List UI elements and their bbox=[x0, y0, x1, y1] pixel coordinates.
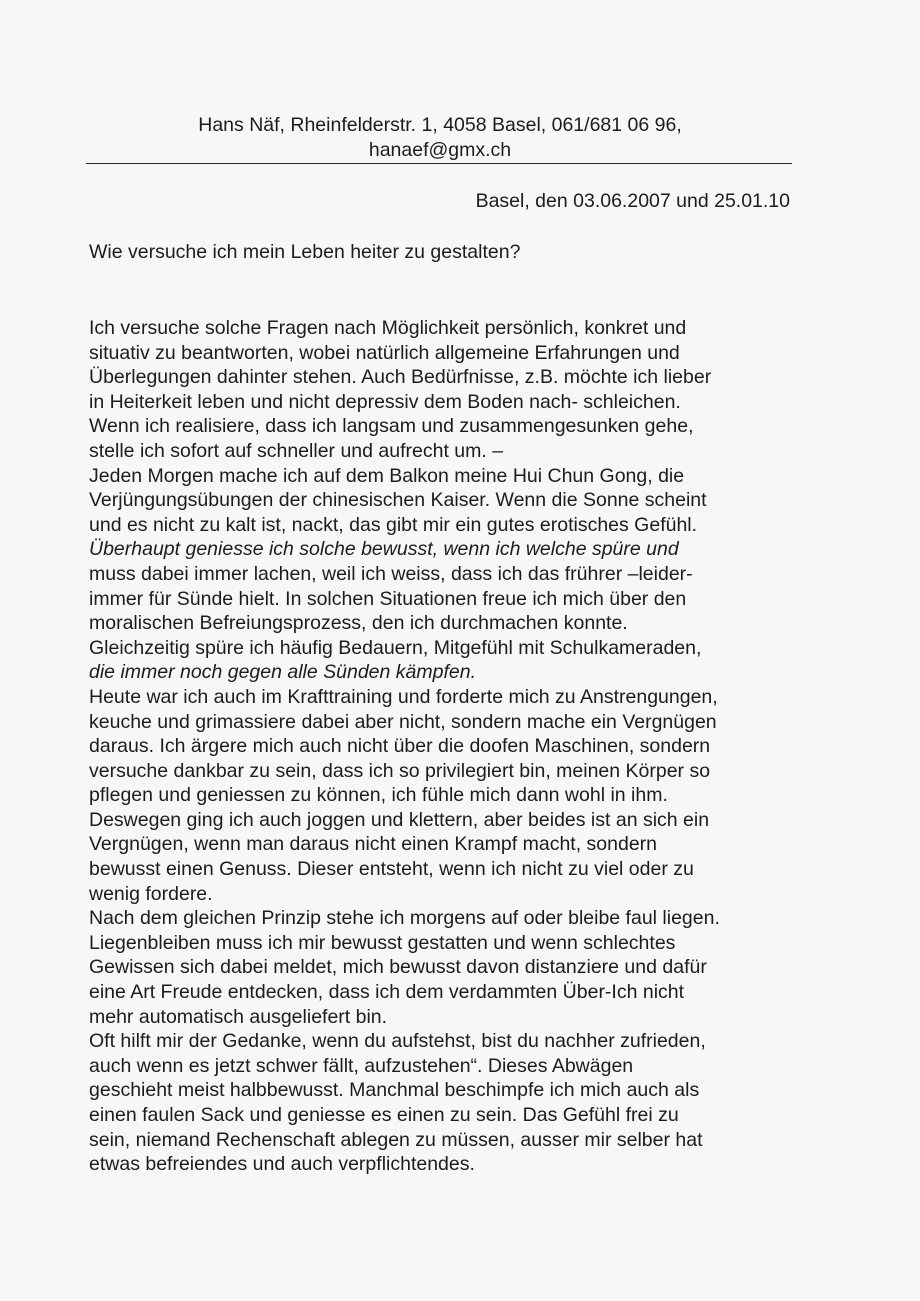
letterhead-address: Hans Näf, Rheinfelderstr. 1, 4058 Basel, 061/681 06 96, bbox=[198, 114, 682, 136]
text-line: Wenn ich realisiere, dass ich langsam und zusammengesunken gehe, bbox=[89, 415, 694, 438]
text-line: versuche dankbar zu sein, dass ich so privilegiert bin, meinen Körper so bbox=[89, 759, 711, 782]
text-line: muss dabei immer lachen, weil ich weiss, dass ich das frührer –leider- bbox=[89, 562, 693, 585]
text-line: auch wenn es jetzt schwer fällt, aufzustehen“. Dieses Abwägen bbox=[89, 1054, 634, 1077]
letterhead bbox=[88, 113, 792, 163]
text-line: Überlegungen dahinter stehen. Auch Bedürfnisse, z.B. möchte ich lieber bbox=[89, 366, 712, 389]
text-line: Vergnügen, wenn man daraus nicht einen Krampf macht, sondern bbox=[89, 833, 658, 856]
text-line: in Heiterkeit leben und nicht depressiv dem Boden nach- schleichen. bbox=[89, 390, 681, 413]
text-line: situativ zu beantworten, wobei natürlich allgemeine Erfahrungen und bbox=[89, 341, 680, 364]
text-line: Gewissen sich dabei meldet, mich bewusst davon distanziere und dafür bbox=[89, 956, 707, 979]
text-line: wenig fordere. bbox=[89, 882, 213, 905]
text-line: Überhaupt geniesse ich solche bewusst, wenn ich welche spüre und bbox=[89, 538, 679, 561]
letterhead-email: hanaef@gmx.ch bbox=[368, 139, 512, 161]
text-line: Liegenbleiben muss ich mir bewusst gestatten und wenn schlechtes bbox=[89, 931, 676, 954]
date-line: Basel, den 03.06.2007 und 25.01.10 bbox=[475, 190, 790, 212]
text-line: Deswegen ging ich auch joggen und klettern, aber beides ist an sich ein bbox=[89, 808, 710, 831]
text-line: etwas befreiendes und auch verpflichtendes. bbox=[89, 1153, 475, 1176]
text-line: mehr automatisch ausgeliefert bin. bbox=[89, 1005, 388, 1028]
text-line: moralischen Befreiungsprozess, den ich durchmachen konnte. bbox=[89, 612, 628, 635]
text-line: einen faulen Sack und geniesse es einen zu sein. Das Gefühl frei zu bbox=[89, 1104, 679, 1126]
text-line: stelle ich sofort auf schneller und aufrecht um. – bbox=[89, 439, 504, 462]
text-line: Nach dem gleichen Prinzip stehe ich morgens auf oder bleibe faul liegen. bbox=[89, 907, 720, 930]
text-line: Jeden Morgen mache ich auf dem Balkon meine Hui Chun Gong, die bbox=[89, 464, 685, 487]
text-line: immer für Sünde hielt. In solchen Situationen freue ich mich über den bbox=[89, 587, 687, 610]
text-line: die immer noch gegen alle Sünden kämpfen. bbox=[89, 661, 476, 684]
text-line: Ich versuche solche Fragen nach Möglichkeit persönlich, konkret und bbox=[89, 317, 687, 339]
text-line: Oft hilft mir der Gedanke, wenn du aufstehst, bist du nachher zufrieden, bbox=[89, 1030, 706, 1053]
text-line: und es nicht zu kalt ist, nackt, das gibt mir ein gutes erotisches Gefühl. bbox=[89, 513, 698, 536]
text-line: bewusst einen Genuss. Dieser entsteht, wenn ich nicht zu viel oder zu bbox=[89, 858, 694, 881]
text-line: Heute war ich auch im Krafttraining und forderte mich zu Anstrengungen, bbox=[89, 685, 718, 708]
text-line: keuche und grimassiere dabei aber nicht, sondern mache ein Vergnügen bbox=[89, 710, 717, 733]
text-line: sein, niemand Rechenschaft ablegen zu müssen, ausser mir selber hat bbox=[89, 1128, 703, 1151]
text-line: daraus. Ich ärgere mich auch nicht über die doofen Maschinen, sondern bbox=[89, 735, 711, 758]
text-line: Verjüngungsübungen der chinesischen Kaiser. Wenn die Sonne scheint bbox=[89, 489, 707, 512]
header-divider bbox=[86, 163, 792, 164]
body-text bbox=[89, 316, 794, 1177]
text-line: geschieht meist halbbewusst. Manchmal beschimpfe ich mich auch als bbox=[89, 1079, 700, 1102]
document-title: Wie versuche ich mein Leben heiter zu gestalten? bbox=[89, 241, 521, 263]
text-line: Gleichzeitig spüre ich häufig Bedauern, Mitgefühl mit Schulkameraden, bbox=[89, 636, 702, 659]
text-line: pflegen und geniessen zu können, ich fühle mich dann wohl in ihm. bbox=[89, 784, 668, 807]
text-line: eine Art Freude entdecken, dass ich dem verdammten Über-Ich nicht bbox=[89, 981, 685, 1004]
